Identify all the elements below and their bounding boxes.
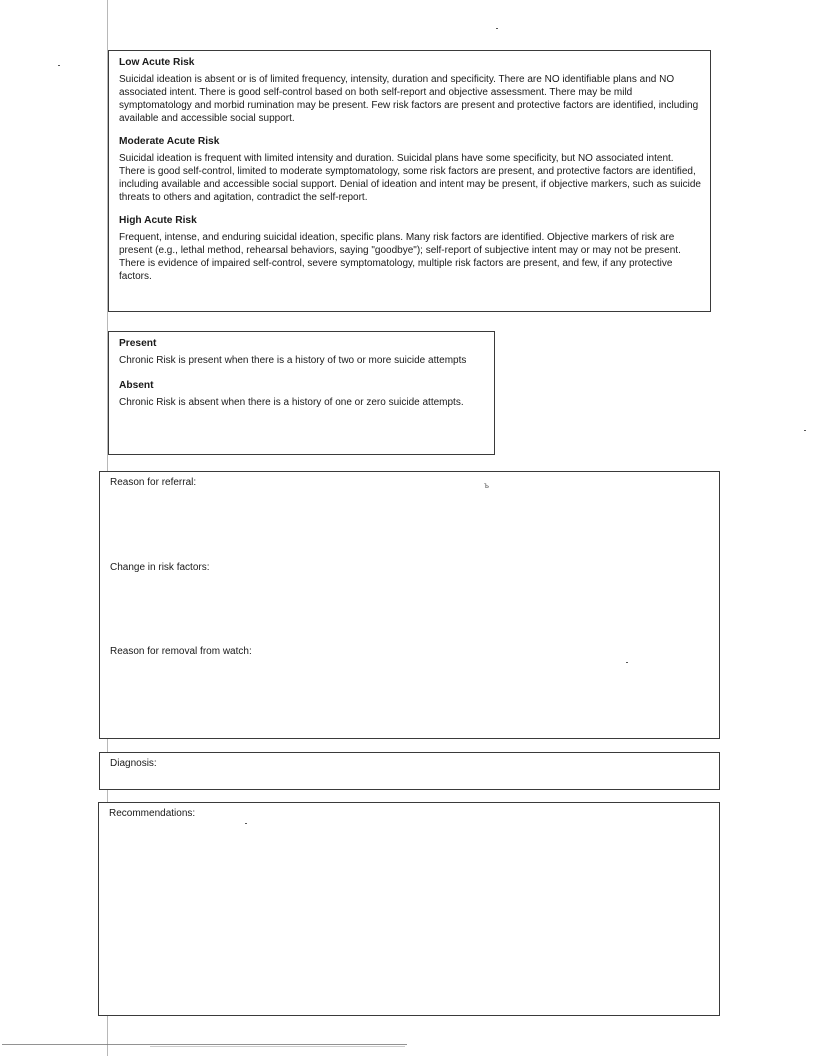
acute-risk-high [119, 214, 702, 283]
acute-risk-low-heading: Low Acute Risk [119, 57, 195, 68]
acute-risk-definitions [108, 50, 711, 312]
chronic-risk-present [119, 337, 486, 367]
scan-speck [804, 430, 806, 431]
chronic-risk-present-heading: Present [119, 338, 157, 349]
page-bottom-rule [2, 1044, 407, 1045]
change-in-risk-factors-label: Change in risk factors: [110, 562, 210, 573]
acute-risk-low [119, 56, 702, 125]
diagnosis-label: Diagnosis: [110, 758, 157, 769]
stray-mark: ъ [484, 481, 489, 490]
scan-speck [496, 28, 498, 29]
acute-risk-high-description: Frequent, intense, and enduring suicidal ideation, specific plans. Many risk factors are identified. Objective markers of risk are present (e.g., lethal method, rehearsal behaviors, saying "goodbye"); self-report of subjective intent may or may not be present. There is evidence of impaired self-control, severe symptomatology, multiple risk factors are present, and few, if any protective factors. [119, 232, 681, 282]
recommendations-box[interactable] [98, 802, 720, 1016]
chronic-risk-present-description: Chronic Risk is present when there is a history of two or more suicide attempts [119, 355, 467, 366]
recommendations-label: Recommendations: [109, 808, 196, 819]
reason-for-referral-label: Reason for referral: [110, 477, 197, 488]
referral-details-box[interactable] [99, 471, 720, 739]
scan-speck [245, 823, 247, 824]
reason-for-removal-label: Reason for removal from watch: [110, 646, 252, 657]
chronic-risk-absent-heading: Absent [119, 380, 154, 391]
acute-risk-moderate [119, 135, 702, 204]
acute-risk-low-description: Suicidal ideation is absent or is of limited frequency, intensity, duration and specificity. There are NO identifiable plans and NO associated intent. There is good self-control based on both self-report and objective assessment. There may be mild symptomatology and morbid rumination may be present. Few risk factors are present and protective factors are identified, including available and accessible social support. [119, 74, 699, 124]
chronic-risk-definitions [108, 331, 495, 455]
chronic-risk-absent [119, 379, 486, 409]
acute-risk-high-heading: High Acute Risk [119, 215, 197, 226]
acute-risk-moderate-description: Suicidal ideation is frequent with limited intensity and duration. Suicidal plans have some specificity, but NO associated intent. There is good self-control, limited to moderate symptomatology, some risk factors are present, and protective factors are identified, including available and accessible social support. Denial of ideation and intent may be present, if objective markers, such as suicide threats to others and agitation, contradict the self-report. [119, 153, 701, 203]
scan-speck [626, 662, 628, 663]
scan-speck [58, 65, 60, 66]
page-bottom-rule-faint [150, 1046, 405, 1047]
acute-risk-moderate-heading: Moderate Acute Risk [119, 136, 220, 147]
chronic-risk-absent-description: Chronic Risk is absent when there is a history of one or zero suicide attempts. [119, 397, 464, 408]
diagnosis-box[interactable] [99, 752, 720, 790]
